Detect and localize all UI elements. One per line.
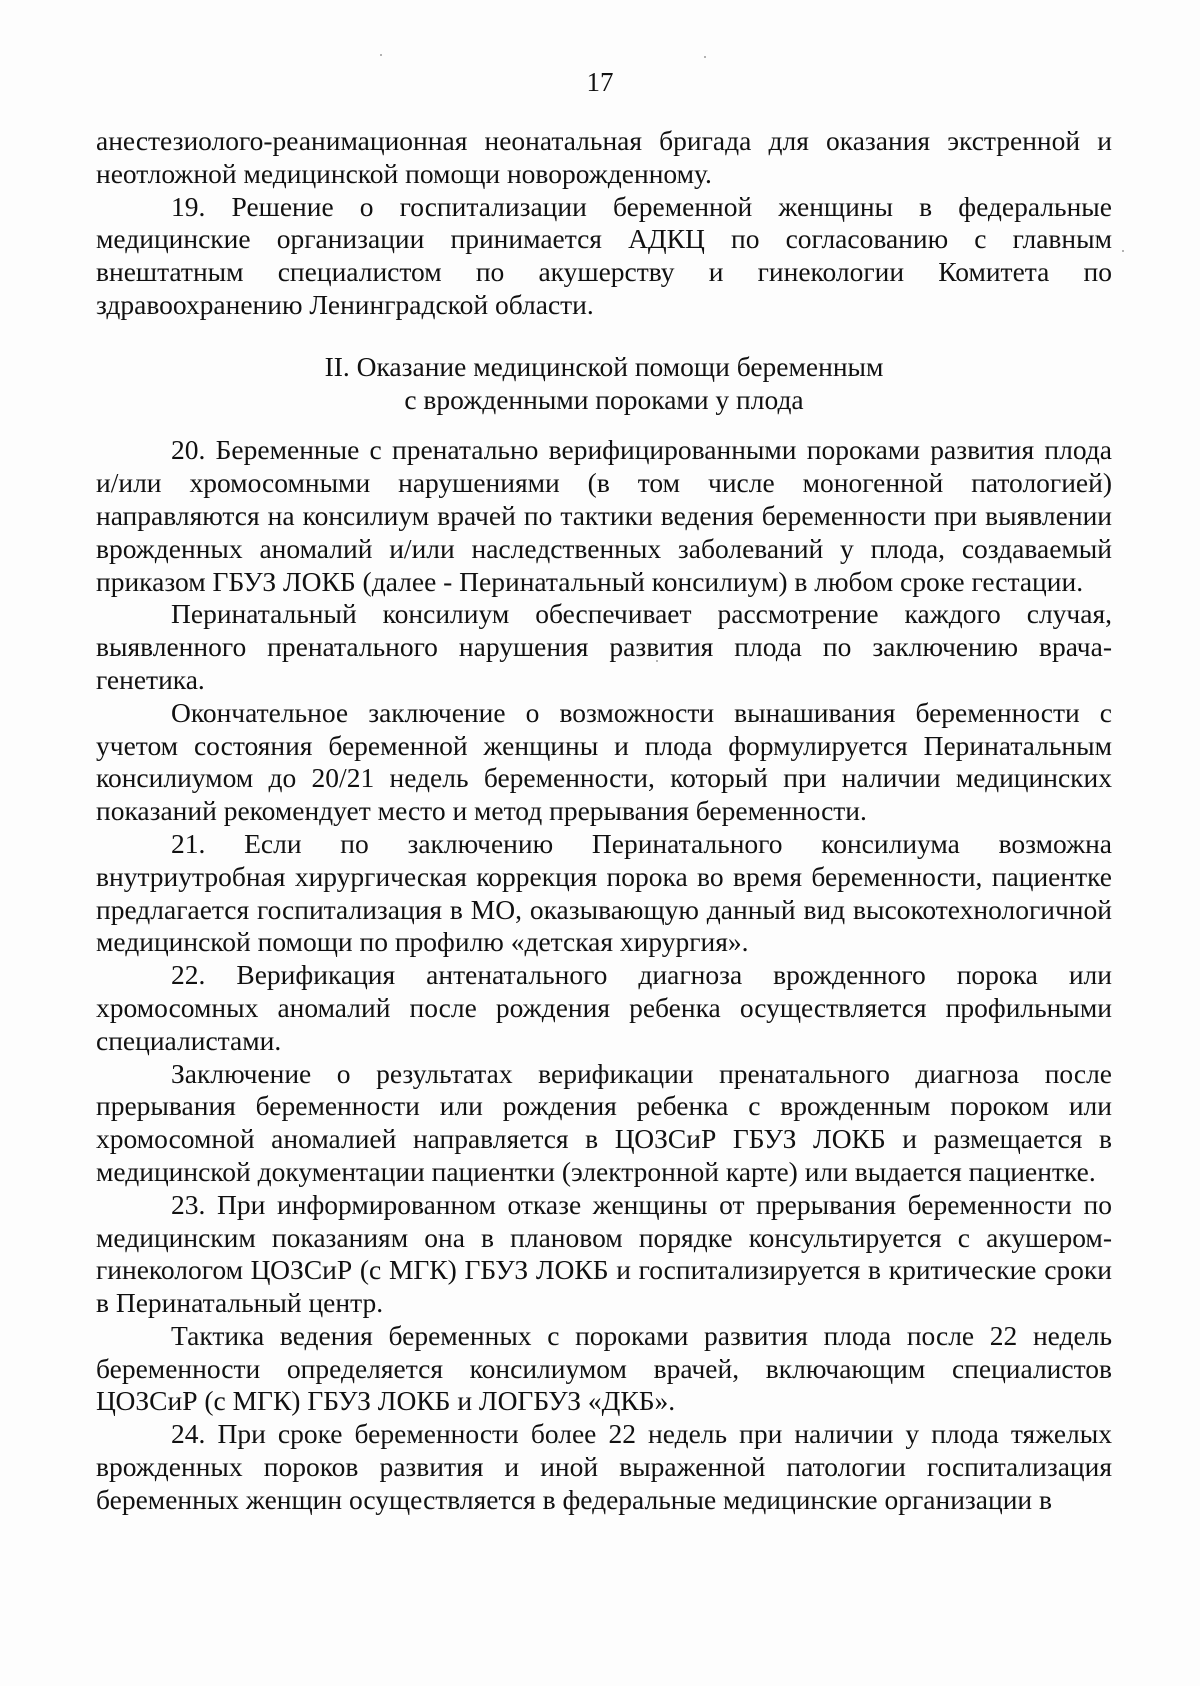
paragraph-clause-23: 23. При информированном отказе женщины от прерывания беременности по медицинским показаниям она в плановом порядке консультируется с акушером-гинекологом ЦОЗСиР (с МГК) ГБУЗ ЛОКБ и госпитализируется в критические сроки в Перинатальный центр. [96,1188,1112,1319]
scan-speck [704,56,706,58]
paragraph-clause-21: 21. Если по заключению Перинатального консилиума возможна внутриутробная хирургическая коррекция порока во время беременности, пациентке предлагается госпитализация в МО, оказывающую данный вид высокотехнологичной медицинской помощи по профилю «детская хирургия». [96,827,1112,958]
scan-speck [1122,250,1124,252]
page-number: 17 [586,67,614,97]
section-heading [96,351,1112,417]
paragraph: Окончательное заключение о возможности вынашивания беременности с учетом состояния беременной женщины и плода формулируется Перинатальным консилиумом до 20/21 недель беременности, который при наличии медицинских показаний рекомендует место и метод прерывания беременности. [96,696,1112,827]
paragraph: Перинатальный консилиум обеспечивает рассмотрение каждого случая, выявленного пренатального нарушения развития плода по заключению врача-генетика. [96,598,1112,695]
paragraph-clause-20: 20. Беременные с пренатально верифицированными пороками развития плода и/или хромосомными нарушениями (в том числе моногенной патологией) направляются на консилиум врачей по тактики ведения беременности при выявлении врожденных аномалий и/или наследственных заболеваний у плода, создаваемый приказом ГБУЗ ЛОКБ (далее - Перинатальный консилиум) в любом сроке гестации. [96,434,1112,597]
paragraph: анестезиолого-реанимационная неонатальная бригада для оказания экстренной и неотложной медицинской помощи новорожденному. [96,125,1112,189]
section-heading-line: с врожденными пороками у плода [404,383,804,415]
paragraph-clause-22: 22. Верификация антенатального диагноза врожденного порока или хромосомных аномалий после рождения ребенка осуществляется профильными специалистами. [96,959,1112,1056]
document-body [96,125,1112,1517]
paragraph-clause-19: 19. Решение о госпитализации беременной женщины в федеральные медицинские организации принимается АДКЦ по согласованию с главным внештатным специалистом по акушерству и гинекологии Комитета по здравоохранению Ленинградской области. [96,190,1112,320]
paragraph: Тактика ведения беременных с пороками развития плода после 22 недель беременности определяется консилиумом врачей, включающим специалистов ЦОЗСиР (с МГК) ГБУЗ ЛОКБ и ЛОГБУЗ «ДКБ». [96,1319,1112,1417]
paragraph: Заключение о результатах верификации пренатального диагноза после прерывания беременности или рождения ребенка с врожденным пороком или хромосомной аномалией направляется в ЦОЗСиР ГБУЗ ЛОКБ и размещается в медицинской документации пациентки (электронной карте) или выдается пациентке. [96,1057,1112,1187]
section-heading-line: II. Оказание медицинской помощи беременным [324,350,884,382]
scan-speck [380,54,382,56]
paragraph-clause-24: 24. При сроке беременности более 22 недель при наличии у плода тяжелых врожденных пороков развития и иной выраженной патологии госпитализация беременных женщин осуществляется в федеральные медицинские организации в [96,1418,1112,1515]
